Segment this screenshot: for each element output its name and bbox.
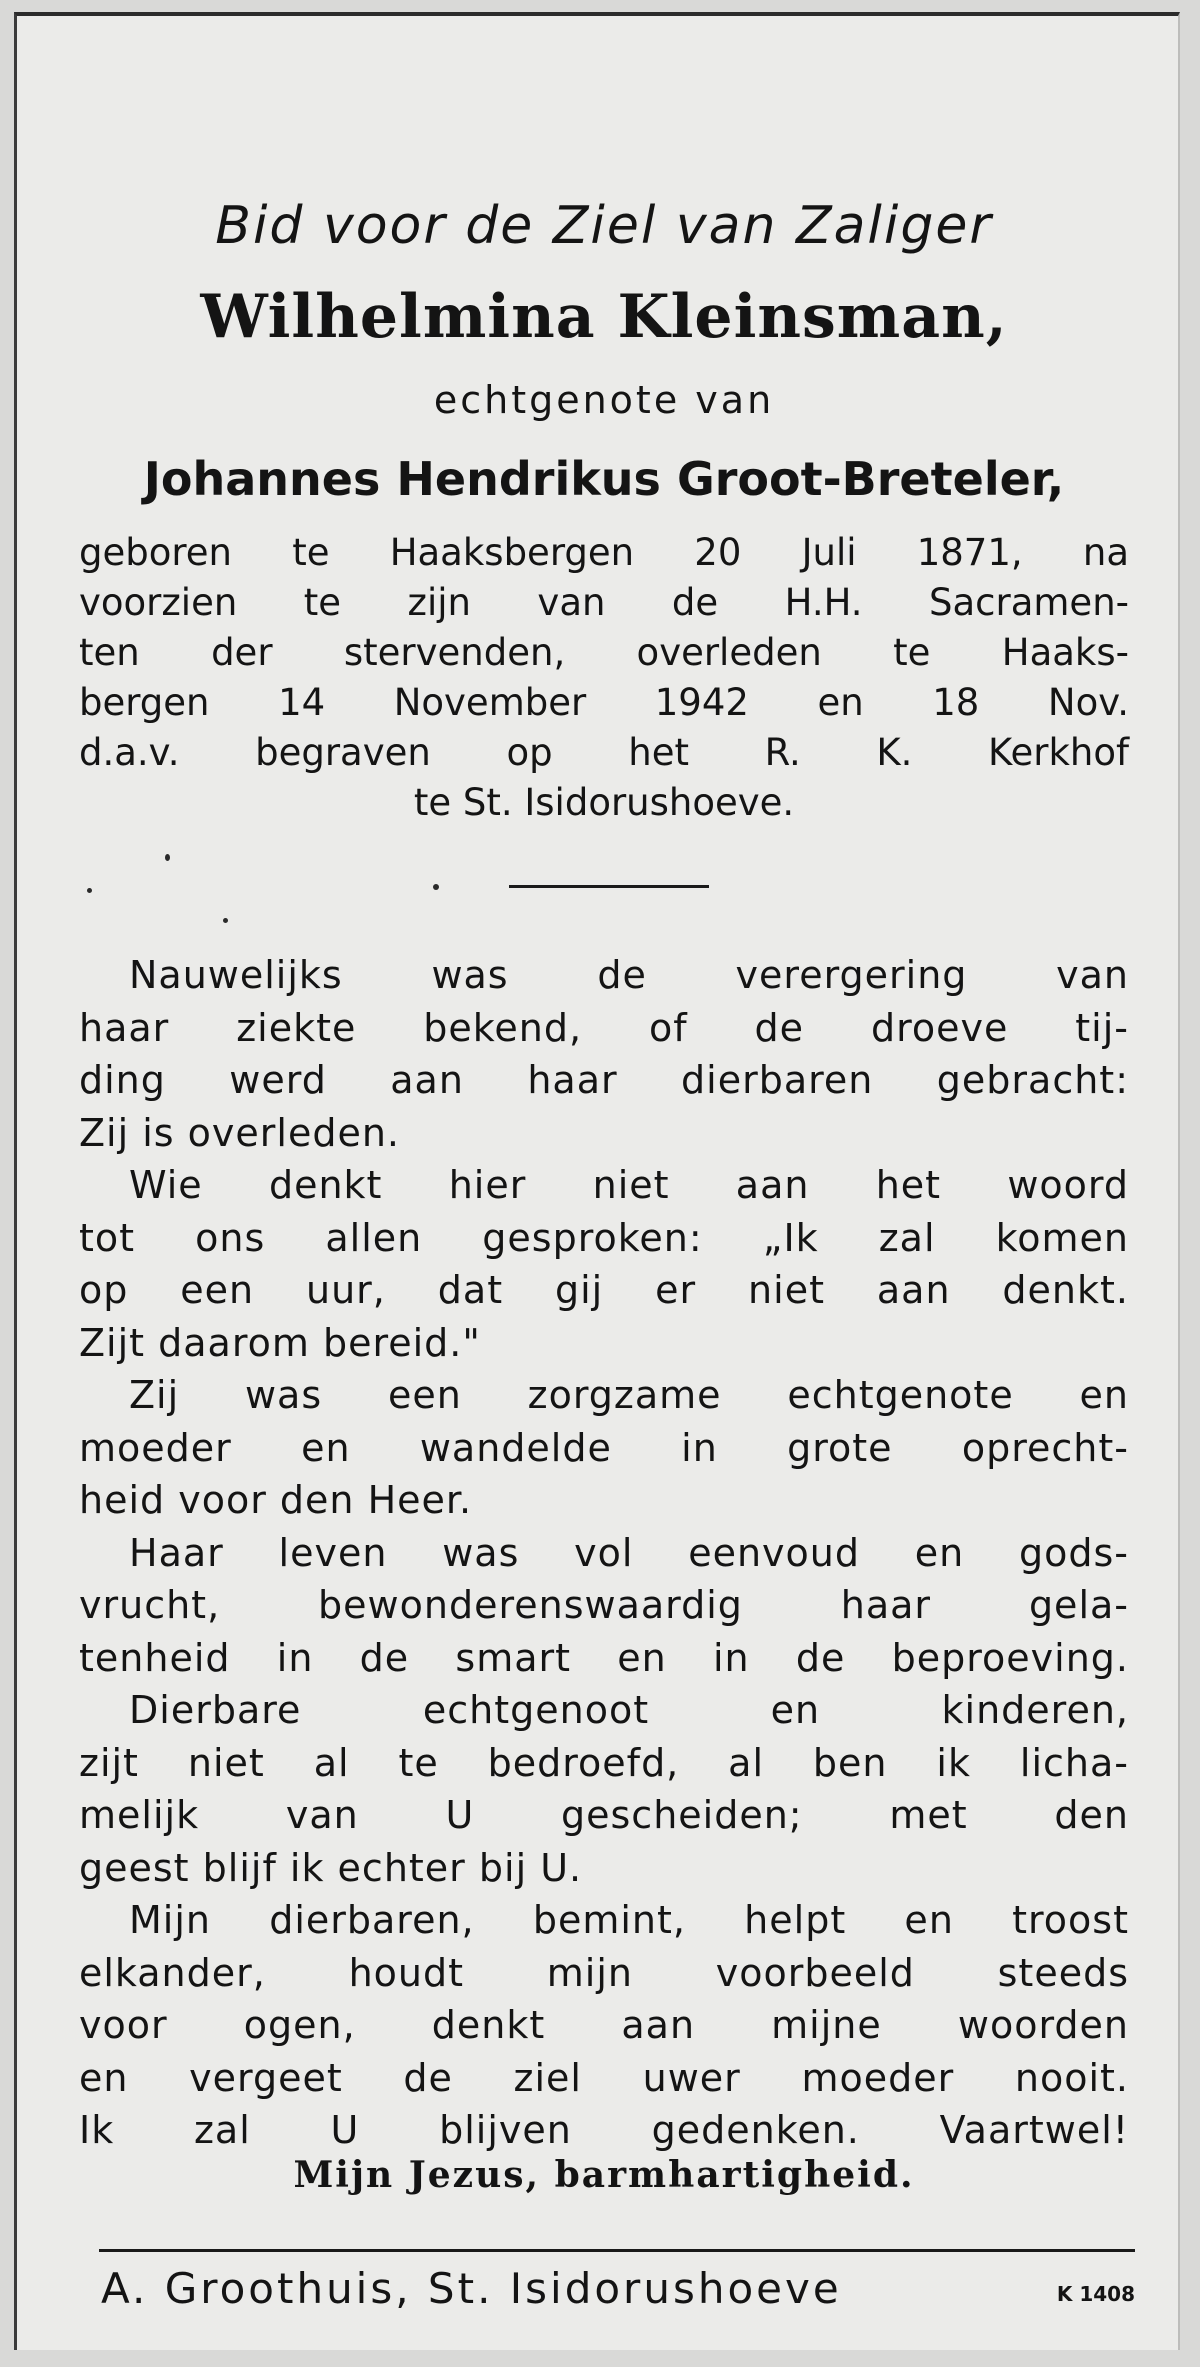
bio-line: voorzien te zijn van de H.H. Sacramen- [79, 581, 1129, 624]
sermon-line: voor ogen, denkt aan mijne woorden [79, 2003, 1129, 2047]
print-speck [165, 854, 170, 861]
biography-paragraph [79, 528, 1129, 828]
closing-prayer: Mijn Jezus, barmhartigheid. [293, 2154, 915, 2196]
sermon-line: Zijt daarom bereid." [79, 1320, 481, 1365]
sermon-line: ding werd aan haar dierbaren gebracht: [79, 1058, 1129, 1102]
printer-credit: A. Groothuis, St. Isidorushoeve [101, 2264, 842, 2313]
bio-line: ten der stervenden, overleden te Haaks- [79, 631, 1129, 674]
section-divider [509, 885, 709, 888]
sermon-line: tot ons allen gesproken: „Ik zal komen [79, 1215, 1129, 1260]
sermon-line: Mijn dierbaren, bemint, helpt en troost [129, 1898, 1129, 1942]
sermon-line: en vergeet de ziel uwer moeder nooit. [79, 2055, 1129, 2100]
bio-line: geboren te Haaksbergen 20 Juli 1871, na [79, 531, 1129, 574]
print-code: K 1408 [1056, 2282, 1135, 2306]
sermon-line: Zij is overleden. [79, 1110, 400, 1155]
sermon-line: vrucht, bewonderenswaardig haar gela- [79, 1583, 1129, 1627]
spouse-intro: echtgenote van [433, 378, 775, 422]
sermon-line: op een uur, dat gij er niet aan denkt. [79, 1268, 1129, 1312]
invocation-heading: Bid voor de Ziel van Zaliger [215, 196, 993, 256]
sermon-line: Zij was een zorgzame echtgenote en [129, 1373, 1129, 1417]
bio-line: te St. Isidorushoeve. [413, 781, 795, 824]
print-speck [433, 884, 439, 890]
sermon-line: tenheid in de smart en in de beproeving. [79, 1635, 1129, 1680]
bio-line: d.a.v. begraven op het R. K. Kerkhof [79, 731, 1129, 774]
sermon-line: moeder en wandelde in grote oprecht- [79, 1425, 1129, 1470]
sermon-line: melijk van U gescheiden; met den [79, 1793, 1129, 1837]
bio-line: bergen 14 November 1942 en 18 Nov. [79, 681, 1129, 724]
sermon-line: elkander, houdt mijn voorbeeld steeds [79, 1950, 1129, 1995]
deceased-name: Wilhelmina Kleinsman, [200, 282, 1008, 352]
print-speck [87, 888, 92, 893]
husband-name: Johannes Hendrikus Groot-Breteler, [143, 452, 1065, 506]
sermon-line: Ik zal U blijven gedenken. Vaartwel! [79, 2108, 1129, 2152]
footer-rule [99, 2249, 1135, 2252]
sermon-line: Dierbare echtgenoot en kinderen, [129, 1688, 1129, 1732]
sermon-line: haar ziekte bekend, of de droeve tij- [79, 1005, 1129, 1050]
memorial-card [14, 12, 1180, 2350]
sermon-line: Haar leven was vol eenvoud en gods- [129, 1530, 1129, 1575]
sermon-line: Wie denkt hier niet aan het woord [129, 1163, 1129, 1207]
sermon-line: Nauwelijks was de verergering van [129, 953, 1129, 997]
print-speck [223, 918, 228, 923]
sermon-paragraph [79, 949, 1129, 2157]
sermon-line: heid voor den Heer. [79, 1478, 473, 1522]
sermon-line: geest blijf ik echter bij U. [79, 1845, 583, 1890]
sermon-line: zijt niet al te bedroefd, al ben ik licha- [79, 1740, 1129, 1785]
